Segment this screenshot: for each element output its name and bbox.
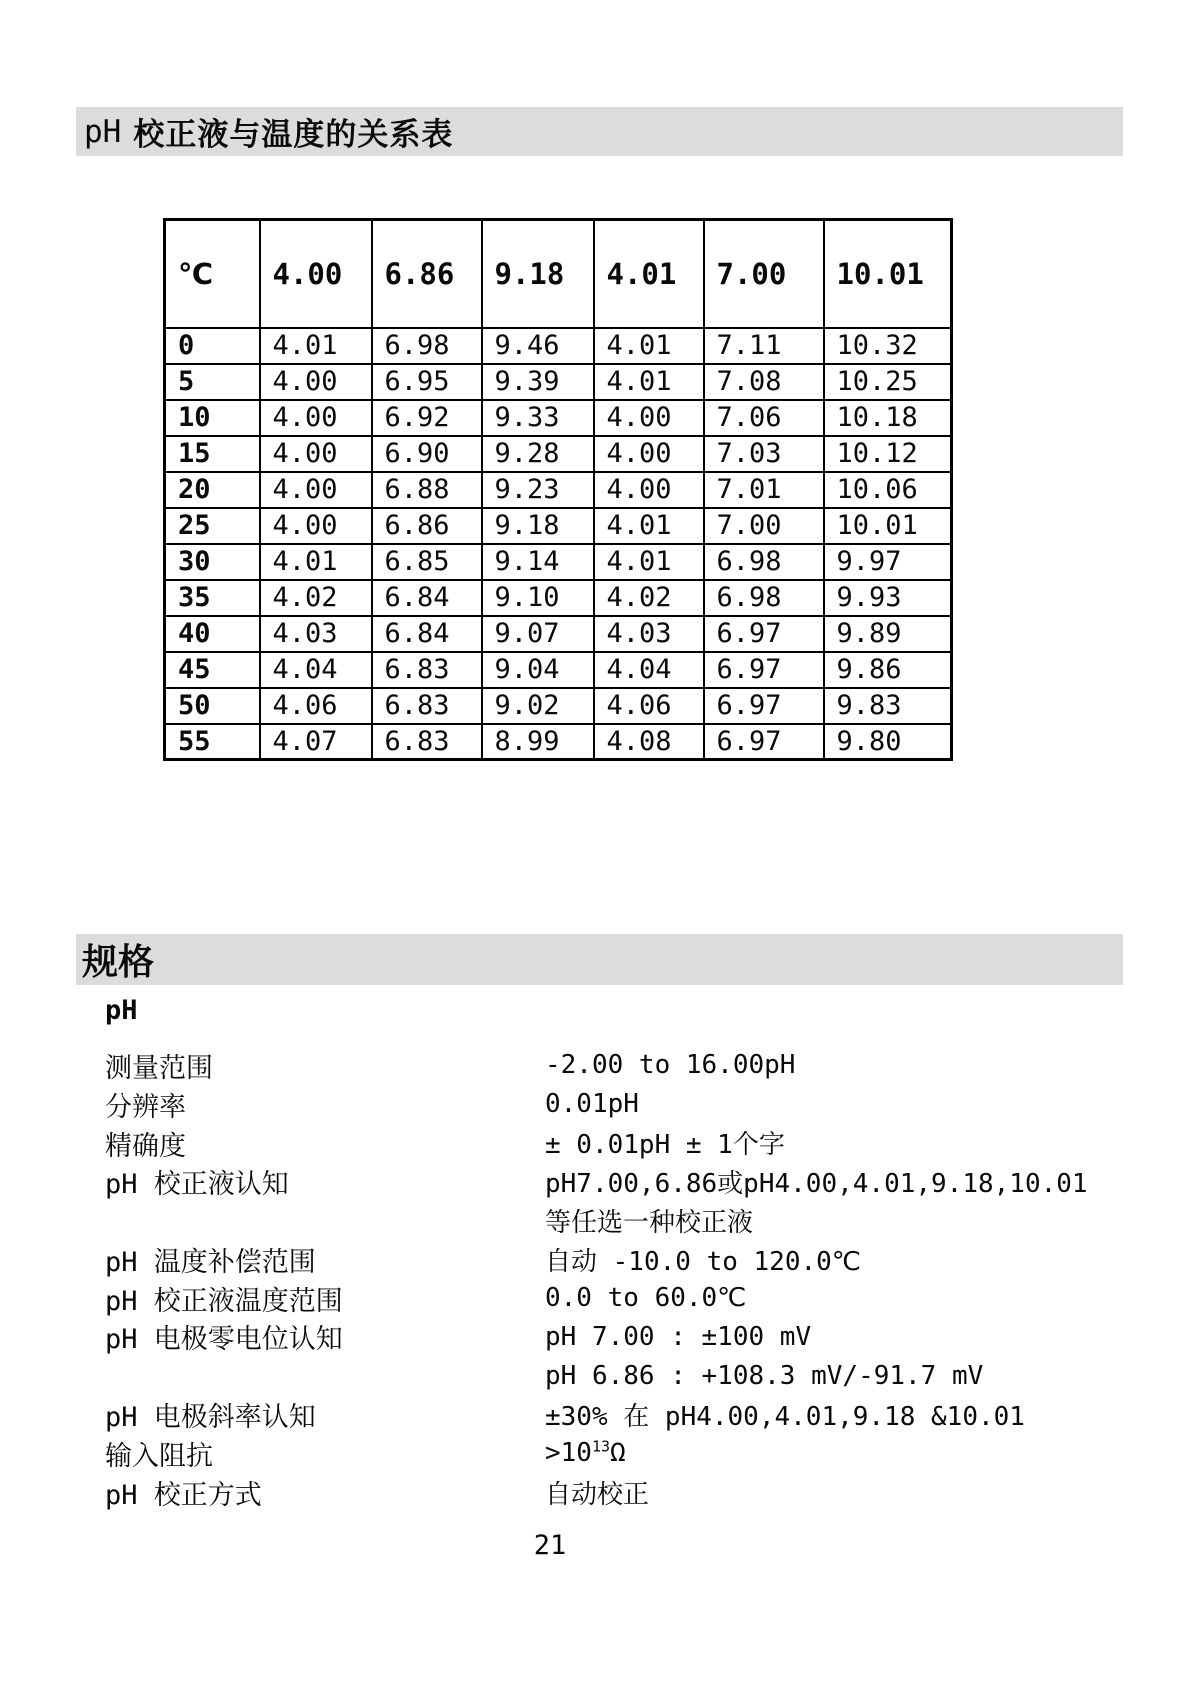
title-text: 校正液与温度的关系表 <box>133 117 454 153</box>
spec-row <box>105 1046 1145 1085</box>
ph-value-cell: 6.97 <box>704 688 824 724</box>
ph-value-cell: 9.33 <box>482 400 594 436</box>
ph-value-cell: 4.01 <box>594 328 704 364</box>
ph-value-cell: 6.97 <box>704 616 824 652</box>
ph-value-cell: 6.86 <box>372 508 482 544</box>
spec-value: pH 6.86 : +108.3 mV/-91.7 mV <box>545 1360 984 1391</box>
spec-value: pH7.00,6.86或pH4.00,4.01,9.18,10.01 <box>545 1169 1088 1200</box>
table-row <box>165 328 952 364</box>
spec-row <box>105 1318 1145 1357</box>
ph-value-cell: 6.92 <box>372 400 482 436</box>
ph-value-cell: 4.01 <box>260 544 372 580</box>
ph-value-cell: 4.00 <box>260 364 372 400</box>
spec-row <box>105 1162 1145 1201</box>
ph-value-cell: 9.93 <box>824 580 952 616</box>
temperature-cell: 5 <box>165 364 260 400</box>
ph-value-cell: 10.06 <box>824 472 952 508</box>
table-row <box>165 580 952 616</box>
ph-value-cell: 10.12 <box>824 436 952 472</box>
spec-value: 0.0 to 60.0℃ <box>545 1283 747 1314</box>
ph-value-cell: 4.02 <box>594 580 704 616</box>
ph-value-cell: 6.85 <box>372 544 482 580</box>
temperature-cell: 20 <box>165 472 260 508</box>
spec-label: 精确度 <box>105 1130 186 1162</box>
ph-value-cell: 6.88 <box>372 472 482 508</box>
ph-value-cell: 7.06 <box>704 400 824 436</box>
spec-label: pH 电极零电位认知 <box>105 1324 343 1356</box>
spec-value: -2.00 to 16.00pH <box>545 1050 796 1081</box>
ph-value-cell: 6.84 <box>372 616 482 652</box>
table-row <box>165 400 952 436</box>
temperature-cell: 55 <box>165 724 260 760</box>
spec-rows <box>105 1046 1145 1512</box>
column-header-buffer: 4.01 <box>594 220 704 328</box>
spec-row <box>105 1085 1145 1124</box>
ph-value-cell: 9.28 <box>482 436 594 472</box>
temperature-cell: 45 <box>165 652 260 688</box>
spec-value: 自动 -10.0 to 120.0℃ <box>545 1246 861 1277</box>
spec-value: $>10^{13}\Omega$ <box>545 1437 626 1469</box>
spec-row <box>105 1240 1145 1279</box>
ph-value-cell: 7.03 <box>704 436 824 472</box>
ph-value-cell: 6.98 <box>372 328 482 364</box>
title-prefix: pH <box>84 113 122 150</box>
ph-table-section-title <box>76 107 1123 156</box>
spec-label: pH 校正液温度范围 <box>105 1285 343 1317</box>
spec-label: 输入阻抗 <box>105 1440 213 1472</box>
ph-value-cell: 4.00 <box>594 436 704 472</box>
ph-value-cell: 10.32 <box>824 328 952 364</box>
ph-value-cell: 7.11 <box>704 328 824 364</box>
ph-value-cell: 4.08 <box>594 724 704 760</box>
spec-row <box>105 1279 1145 1318</box>
ph-value-cell: 4.02 <box>260 580 372 616</box>
ph-value-cell: 4.01 <box>594 508 704 544</box>
ph-value-cell: 10.25 <box>824 364 952 400</box>
temperature-cell: 50 <box>165 688 260 724</box>
column-header-buffer: 9.18 <box>482 220 594 328</box>
spec-row <box>105 1395 1145 1434</box>
ph-value-cell: 9.02 <box>482 688 594 724</box>
ph-value-cell: 9.10 <box>482 580 594 616</box>
ph-value-cell: 4.00 <box>260 400 372 436</box>
ph-value-cell: 4.00 <box>260 472 372 508</box>
ph-value-cell: 4.06 <box>260 688 372 724</box>
ph-value-cell: 6.98 <box>704 544 824 580</box>
ph-value-cell: 9.86 <box>824 652 952 688</box>
ph-value-cell: 4.00 <box>260 508 372 544</box>
ph-value-cell: 4.04 <box>260 652 372 688</box>
temperature-cell: 10 <box>165 400 260 436</box>
ph-value-cell: 6.90 <box>372 436 482 472</box>
table-row <box>165 436 952 472</box>
ph-value-cell: 4.03 <box>260 616 372 652</box>
specs-section-title <box>76 934 1123 985</box>
spec-label: pH 电极斜率认知 <box>105 1402 316 1434</box>
table-row <box>165 616 952 652</box>
column-header-buffer: 7.00 <box>704 220 824 328</box>
ph-value-cell: 4.04 <box>594 652 704 688</box>
spec-label: pH 温度补偿范围 <box>105 1246 316 1278</box>
ph-value-cell: 7.00 <box>704 508 824 544</box>
ph-value-cell: 4.00 <box>594 472 704 508</box>
ph-value-cell: 4.07 <box>260 724 372 760</box>
specs-heading: 规格 <box>82 942 155 983</box>
ph-value-cell: 9.18 <box>482 508 594 544</box>
ph-value-cell: 7.01 <box>704 472 824 508</box>
ph-value-cell: 4.00 <box>594 400 704 436</box>
table-row <box>165 688 952 724</box>
ph-value-cell: 9.97 <box>824 544 952 580</box>
ph-value-cell: 10.01 <box>824 508 952 544</box>
ph-value-cell: 4.01 <box>594 364 704 400</box>
ph-value-cell: 6.95 <box>372 364 482 400</box>
column-header-buffer: 4.00 <box>260 220 372 328</box>
temperature-cell: 35 <box>165 580 260 616</box>
ph-value-cell: 9.07 <box>482 616 594 652</box>
specs-ph-sublabel: pH <box>105 995 138 1026</box>
spec-value: 等任选一种校正液 <box>545 1208 754 1239</box>
spec-value: 自动校正 <box>545 1479 650 1510</box>
spec-value: ±30% 在 pH4.00,4.01,9.18 &10.01 <box>545 1402 1025 1433</box>
table-body <box>165 328 952 760</box>
table-row <box>165 724 952 760</box>
temperature-cell: 25 <box>165 508 260 544</box>
table-header-row <box>165 220 952 328</box>
ph-value-cell: 7.08 <box>704 364 824 400</box>
ph-value-cell: 6.83 <box>372 688 482 724</box>
ph-value-cell: 4.00 <box>260 436 372 472</box>
ph-value-cell: 6.83 <box>372 724 482 760</box>
ph-value-cell: 6.98 <box>704 580 824 616</box>
ph-value-cell: 9.39 <box>482 364 594 400</box>
spec-label: 测量范围 <box>105 1052 213 1084</box>
ph-value-cell: 6.83 <box>372 652 482 688</box>
spec-label: 分辨率 <box>105 1091 186 1123</box>
ph-value-cell: 9.23 <box>482 472 594 508</box>
temperature-cell: 30 <box>165 544 260 580</box>
ph-value-cell: 4.06 <box>594 688 704 724</box>
spec-label: pH 校正方式 <box>105 1479 262 1511</box>
spec-row <box>105 1124 1145 1163</box>
ph-value-cell: 6.97 <box>704 724 824 760</box>
ph-temperature-table <box>163 218 953 761</box>
spec-row <box>105 1473 1145 1512</box>
ph-value-cell: 10.18 <box>824 400 952 436</box>
ph-value-cell: 4.01 <box>260 328 372 364</box>
ph-value-cell: 9.46 <box>482 328 594 364</box>
spec-label: pH 校正液认知 <box>105 1169 289 1201</box>
table-row <box>165 652 952 688</box>
spec-row <box>105 1201 1145 1240</box>
spec-value: 0.01pH <box>545 1089 639 1120</box>
page-number: 21 <box>533 1530 567 1561</box>
column-header-buffer: 10.01 <box>824 220 952 328</box>
ph-value-cell: 6.97 <box>704 652 824 688</box>
ph-value-cell: 9.83 <box>824 688 952 724</box>
ph-value-cell: 9.80 <box>824 724 952 760</box>
table-row <box>165 364 952 400</box>
table-row <box>165 472 952 508</box>
table-row <box>165 508 952 544</box>
ph-value-cell: 6.84 <box>372 580 482 616</box>
spec-value: ± 0.01pH ± 1个字 <box>545 1130 785 1161</box>
temperature-cell: 0 <box>165 328 260 364</box>
temperature-cell: 40 <box>165 616 260 652</box>
ph-value-cell: 9.89 <box>824 616 952 652</box>
temperature-cell: 15 <box>165 436 260 472</box>
ph-value-cell: 9.14 <box>482 544 594 580</box>
ph-value-cell: 8.99 <box>482 724 594 760</box>
column-header-buffer: 6.86 <box>372 220 482 328</box>
ph-value-cell: 4.01 <box>594 544 704 580</box>
spec-value: pH 7.00 : ±100 mV <box>545 1321 812 1352</box>
column-header-temperature: ℃ <box>165 220 260 328</box>
ph-value-cell: 4.03 <box>594 616 704 652</box>
table-row <box>165 544 952 580</box>
spec-row <box>105 1434 1145 1473</box>
spec-row <box>105 1356 1145 1395</box>
ph-value-cell: 9.04 <box>482 652 594 688</box>
